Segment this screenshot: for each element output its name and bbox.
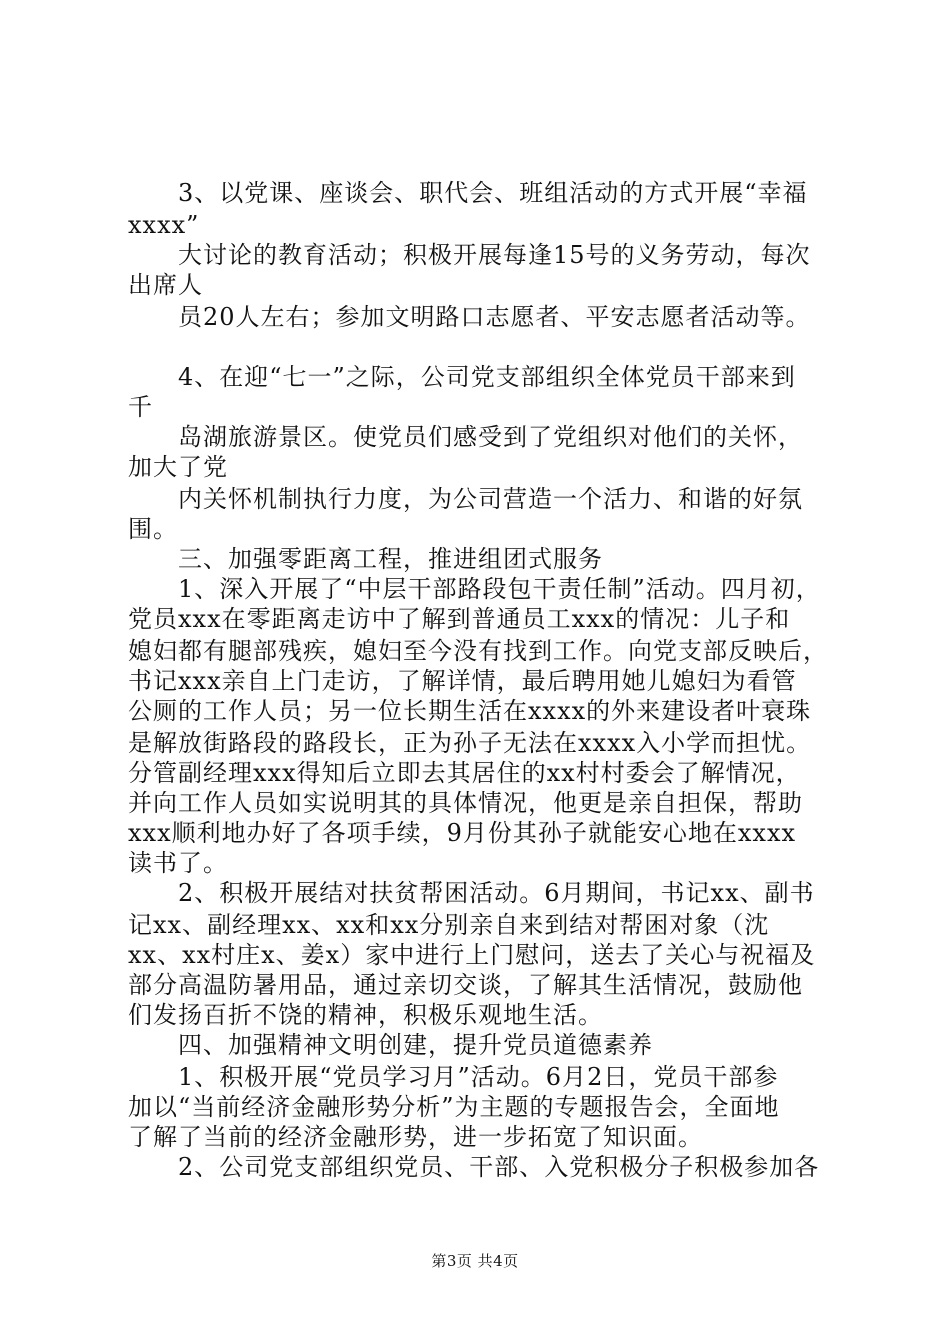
text-line: 们发扬百折不饶的精神，积极乐观地生活。 [128,1001,603,1029]
text-line: 是解放街路段的路段长，正为孙子无法在xxxx入小学而担忧。 [128,729,812,757]
text-line: xxxx” [128,211,200,239]
text-line: 记xx、副经理xx、xx和xx分别亲自来到结对帮困对象（沈 [128,911,770,939]
text-line: 加以“当前经济金融形势分析”为主题的专题报告会，全面地 [128,1093,780,1121]
text-line: 2、公司党支部组织党员、干部、入党积极分子积极参加各 [178,1153,820,1181]
text-line: xx、xx村庄x、姜x）家中进行上门慰问，送去了关心与祝福及 [128,941,816,969]
text-line: 内关怀机制执行力度，为公司营造一个活力、和谐的好氛 [178,485,803,513]
section-heading: 四、加强精神文明创建，提升党员道德素养 [178,1031,653,1059]
text-line: 媳妇都有腿部残疾，媳妇至今没有找到工作。向党支部反映后， [128,637,828,665]
text-line: 3、以党课、座谈会、职代会、班组活动的方式开展“幸福 [178,179,808,207]
section-heading: 三、加强零距离工程，推进组团式服务 [178,545,603,573]
text-line: 公厕的工作人员；另一位长期生活在xxxx的外来建设者叶衰珠 [128,697,812,725]
text-line: 了解了当前的经济金融形势，进一步拓宽了知识面。 [128,1123,703,1151]
text-line: 书记xxx亲自上门走访，了解详情，最后聘用她儿媳妇为看管 [128,667,797,695]
text-line: 部分高温防暑用品，通过亲切交谈，了解其生活情况，鼓励他 [128,971,803,999]
text-line: 党员xxx在零距离走访中了解到普通员工xxx的情况：儿子和 [128,605,791,633]
text-line: 围。 [128,515,178,543]
page-number-footer: 第3页 共4页 [431,1252,519,1270]
text-line: 员20人左右；参加文明路口志愿者、平安志愿者活动等。 [178,303,811,331]
text-line: 加大了党 [128,453,228,481]
text-line: 1、积极开展“党员学习月”活动。6月2日，党员干部参 [178,1063,779,1091]
text-line: 并向工作人员如实说明其的具体情况，他更是亲自担保，帮助 [128,789,803,817]
text-line: 读书了。 [128,849,228,877]
text-line: 出席人 [128,271,203,299]
text-line: 2、积极开展结对扶贫帮困活动。6月期间，书记xx、副书 [178,879,815,907]
text-line: xxx顺利地办好了各项手续，9月份其孙子就能安心地在xxxx [128,819,797,847]
text-line: 1、深入开展了“中层干部路段包干责任制”活动。四月初， [178,575,821,603]
text-line: 大讨论的教育活动；积极开展每逢15号的义务劳动，每次 [178,241,811,269]
text-line: 4、在迎“七一”之际，公司党支部组织全体党员干部来到 [178,363,796,391]
text-line: 千 [128,393,153,421]
text-line: 分管副经理xxx得知后立即去其居住的xx村村委会了解情况， [128,759,801,787]
text-line: 岛湖旅游景区。使党员们感受到了党组织对他们的关怀， [178,423,803,451]
